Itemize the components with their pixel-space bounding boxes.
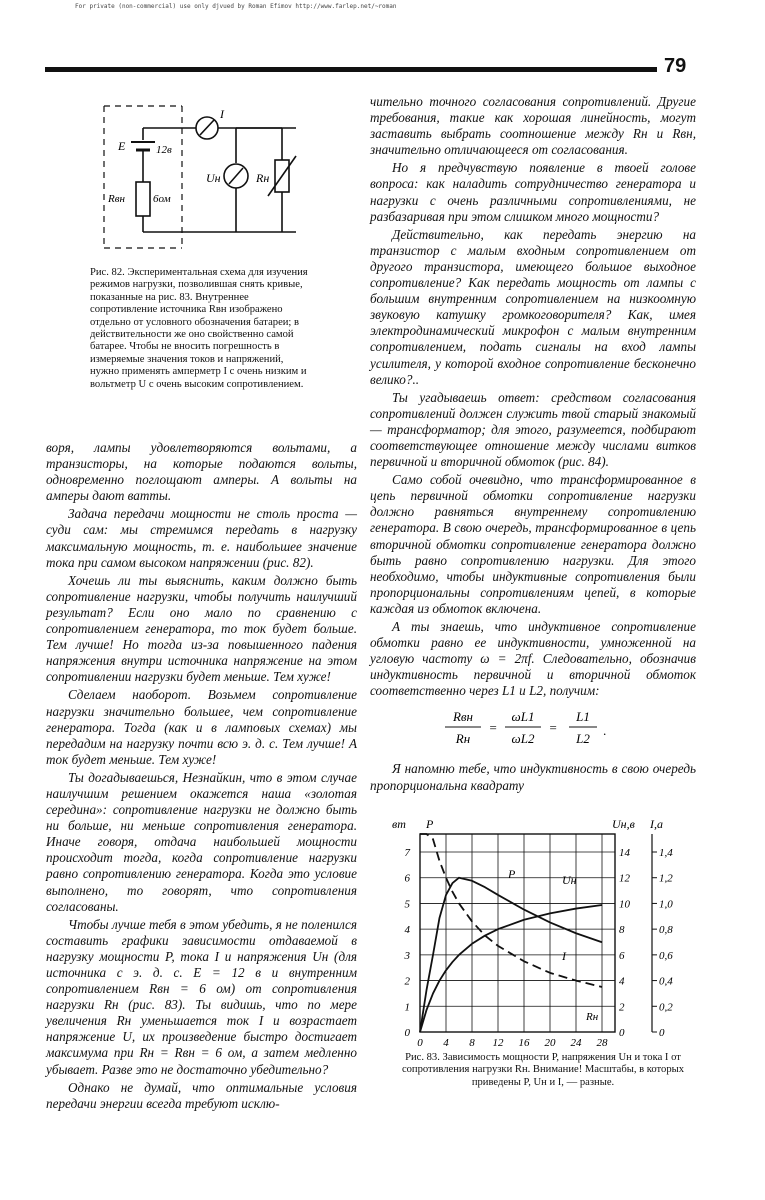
y-right-u-tick-label: 14: [619, 847, 630, 859]
y-right-u-tick-label: 8: [619, 924, 625, 937]
y-right-i-tick-label: 1,4: [659, 847, 673, 859]
r-load-label: Rн: [256, 171, 270, 185]
paragraph: Однако не думай, что оптимальные условия передачи энергии всегда требуют исклю-: [46, 1079, 357, 1111]
figure-83-chart: [390, 810, 690, 1050]
y-right-u-tick-label: 4: [619, 975, 625, 988]
y-right-i-tick-label: 0,8: [659, 924, 673, 937]
x-tick-label: 8: [469, 1037, 475, 1049]
y-right-u-tick-label: 0: [619, 1027, 625, 1039]
r-internal-value: 6ом: [153, 193, 171, 205]
y-left-tick-label: 1: [404, 1001, 410, 1014]
x-tick-label: 4: [443, 1037, 449, 1049]
chart-frame: [420, 834, 615, 1032]
paragraph: Хочешь ли ты выяснить, каким должно быть сопротивление нагрузки, чтобы получить наилучший результат? Если оно мало по сравнению с сопротивлением генератора, то ток будет больше. Тем лучше! Но тогда из-за повышенного падения напряжения внутри источника напряжение на этом сопротивлении нагрузки будет меньше. Тем хуже!: [46, 572, 357, 685]
emf-label: E: [118, 139, 126, 153]
chart-ticks: [404, 834, 674, 1049]
svg-text:.: .: [603, 723, 607, 739]
formula-mid-denominator: ωL2: [511, 731, 535, 747]
y-right-i-tick-label: 1,0: [659, 898, 673, 911]
y-left-tick-label: 3: [404, 949, 410, 962]
svg-text:=: =: [488, 720, 498, 736]
series-line-voltage: [420, 905, 602, 1032]
circuit-diagram: [96, 98, 316, 258]
series-line-current: [420, 834, 602, 987]
paragraph: Ты угадываешь ответ: средством согласования сопротивлений должен служить твой старый знакомый — трансформатор; для этого, разумеется, подбирают соответствующее отношение между числами витков первичной и вторичной обмоток (рис. 84).: [370, 389, 696, 470]
emf-value: 12в: [156, 144, 172, 156]
y-right-i-tick-label: 0,4: [659, 975, 673, 988]
y-left-tick-label: 6: [404, 872, 410, 885]
formula-rhs-denominator: L2: [576, 731, 590, 747]
x-tick-label: 12: [492, 1037, 504, 1049]
paragraph: чительно точного согласования сопротивлений. Другие требования, такие как хорошая линейность, могут заставить выбрать соотношение между Rн и Rвн, значительно отличающееся от согласования.: [370, 94, 696, 158]
chart-grid: [420, 834, 615, 1032]
paragraph: Но я предчувствую появление в твоей голове вопроса: как наладить сотрудничество генератора и нагрузки с очень различными сопротивлениями, не разбазаривая при этом слишком много мощности?: [370, 160, 696, 224]
y-left-tick-label: 0: [404, 1027, 410, 1039]
formula-rhs-numerator: L1: [576, 709, 590, 725]
paragraph: Действительно, как передать энергию на транзистор с малым входным сопротивлением от другого транзистора, имеющего большое выходное сопротивление? Как передать мощность от лампы с большим внутренним сопротивлением на низкоомную звуковую катушку громкоговорителя? Как, имея электродинамический микрофон с малым внутренним сопротивлением, подать сигналы на вход лампы усилителя, у которой входное сопротивление бесконечно велико?..: [370, 226, 696, 387]
y-right-i-tick-label: 0,2: [659, 1001, 673, 1014]
y-right-i-tick-label: 1,2: [659, 872, 673, 885]
paragraph: Задача передачи мощности не столь проста — суди сам: мы стремимся передать в нагрузку максимальную мощность, т. е. наибольшее значение тока при самом высоком напряжении (рис. 82).: [46, 506, 357, 570]
formula-lhs-numerator: Rвн: [452, 709, 474, 725]
axis-right-i-unit: I,а: [650, 817, 663, 831]
paragraph: Я напомню тебе, что индуктивность в свою очередь пропорциональна квадрату: [370, 761, 696, 793]
curve-label-voltage: Uн: [562, 873, 577, 887]
curve-label-current: I: [562, 949, 566, 963]
axis-left-unit: вт: [392, 817, 406, 831]
svg-text:=: =: [548, 720, 558, 736]
x-tick-label: 0: [417, 1037, 423, 1049]
paragraph: Само собой очевидно, что трансформированное в цепь первичной обмотки сопротивление нагрузки должно равняться внутреннему сопротивлению генератора. В свою очередь, трансформированное в цепь вторичной обмотки сопротивление генератора должно быть равно сопротивлению нагрузки. Для этого необходимо, чтобы индуктивные сопротивления были пропорциональны сопротивлениям цепей, в которые каждая из обмоток включена.: [370, 472, 696, 616]
y-right-u-tick-label: 6: [619, 949, 625, 962]
figure-82-caption: Рис. 82. Экспериментальная схема для изучения режимов нагрузки, позволившая снять кривые, показанные на рис. 83. Внутреннее сопротивление источника Rвн изображено отдельно от условного обозначения батареи; в действительности же оно свойственно самой батарее. Чтобы не вносить погрешность в измеряемые значения токов и напряжений, нужно применять амперметр I с очень низким и вольтметр U с очень высоким сопротивлением.: [90, 267, 308, 390]
y-left-tick-label: 5: [404, 898, 410, 911]
y-left-tick-label: 2: [404, 975, 410, 988]
djvu-credit-line: For private (non-commercial) use only djvued by Roman Efimov http://www.farlep.net/~roman: [75, 3, 397, 10]
page-number: 79: [664, 55, 687, 77]
header-rule: [45, 67, 657, 72]
formula-lhs-denominator: Rн: [455, 731, 471, 747]
x-axis-label: Rн: [586, 1011, 599, 1023]
y-right-u-tick-label: 10: [619, 898, 630, 911]
y-left-tick-label: 7: [404, 847, 410, 859]
chart-series: [420, 834, 602, 1032]
curve-label-power-corner: P: [426, 817, 434, 831]
y-right-u-tick-label: 2: [619, 1001, 625, 1014]
paragraph: Сделаем наоборот. Возьмем сопротивление нагрузки значительно большее, чем сопротивление генератора. Тогда (как и в ламповых схемах) мы передадим на нагрузку почти всю э. д. с. Тем лучше! А ток будет меньше. Тем хуже!: [46, 687, 357, 767]
ammeter-label: I: [220, 107, 224, 121]
x-tick-label: 16: [518, 1037, 530, 1049]
r-internal-label: Rвн: [108, 193, 125, 205]
y-right-i-tick-label: 0: [659, 1027, 665, 1039]
right-column: [370, 94, 696, 796]
paragraph: Ты догадываешься, Незнайкин, что в этом случае наилучшим решением окажется наша «золотая середина»: сопротивление нагрузки не должно быть ни больше, ни меньше сопротивления генератора. Иначе говоря, отдача наибольшей мощности происходит тогда, когда сопротивление нагрузки равно сопротивлению генератора. Когда это условие выполнено, то говорят, что сопротивления согласованы.: [46, 769, 357, 914]
figure-83-caption: Рис. 83. Зависимость мощности P, напряжения Uн и тока I от сопротивления нагрузки Rн. Внимание! Масштабы, в которых приведены P, Uн и I, — разные.: [401, 1052, 685, 1088]
y-right-i-tick-label: 0,6: [659, 949, 673, 962]
axis-right-u-unit: Uн,в: [612, 817, 635, 831]
paragraph: Чтобы лучше тебя в этом убедить, я не поленился составить графики зависимости отдаваемой в нагрузку мощности P, тока I и напряжения Uн (для источника с э. д. с. E = 12 в и внутренним сопротивлением Rвн = 6 ом) от сопротивления нагрузки Rн (рис. 83). Ты видишь, что по мере увеличения Rн уменьшается ток I и возрастает напряжение U, их произведение быстро достигает максимума при Rн = Rвн = 6 ом, а затем медленно убывает. Разве это не достаточно убедительно?: [46, 916, 357, 1077]
y-left-tick-label: 4: [404, 924, 410, 937]
curve-label-power: P: [508, 867, 516, 881]
left-column: [46, 440, 357, 1114]
x-tick-label: 20: [544, 1037, 556, 1049]
paragraph: А ты знаешь, что индуктивное сопротивление обмотки равно ее индуктивности, умноженной на угловую частоту ω = 2πf. Следовательно, обозначив индуктивность первичной и вторичной обмоток соответственно через L1 и L2, получим:: [370, 619, 696, 699]
y-right-u-tick-label: 12: [619, 872, 630, 885]
formula-mid-numerator: ωL1: [511, 709, 535, 725]
ratio-formula: [370, 705, 696, 751]
paragraph: воря, лампы удовлетворяются вольтами, а транзисторы, на которые подаются вольты, одновременно поглощают амперы. А вольты на амперы дают ватты.: [46, 440, 357, 504]
voltmeter-label: Uн: [206, 171, 221, 185]
x-tick-label: 24: [570, 1037, 582, 1049]
x-tick-label: 28: [596, 1037, 608, 1049]
